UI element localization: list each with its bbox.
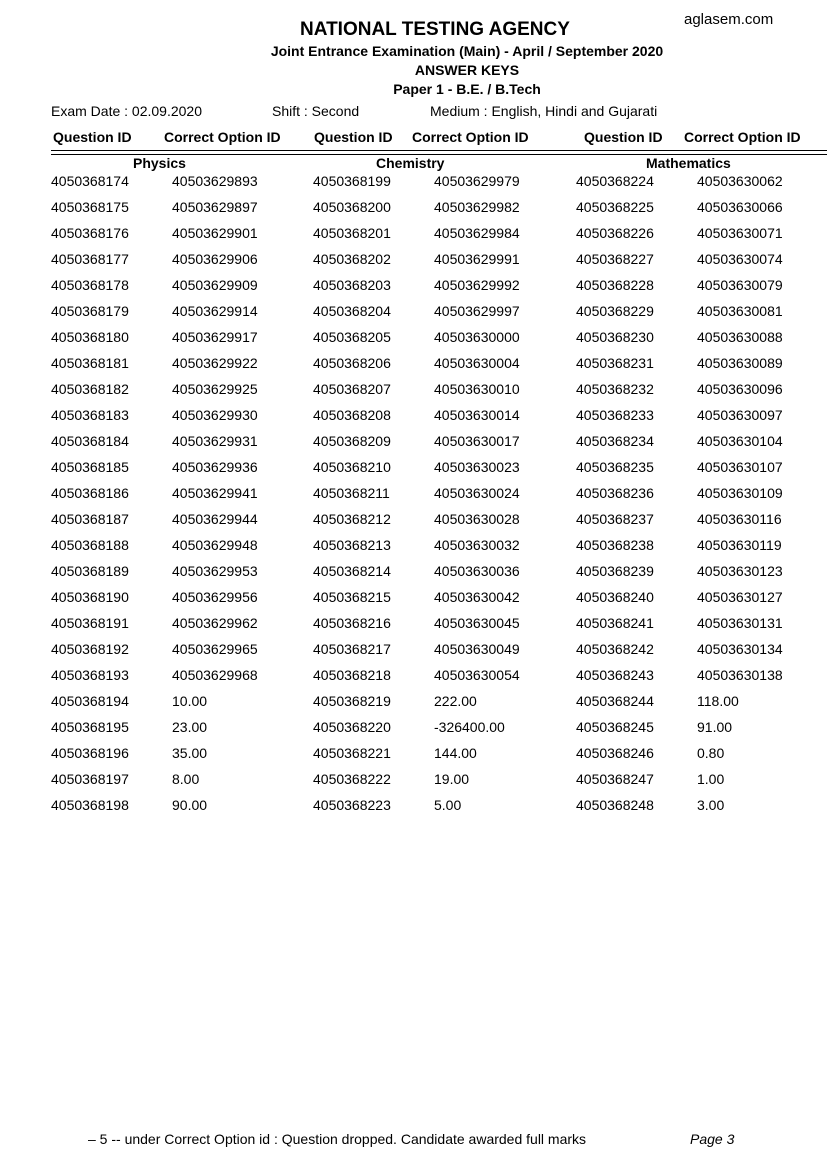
mathematics-correct-option-id: 91.00 <box>697 719 733 735</box>
mathematics-correct-option-id: 40503630088 <box>697 329 783 345</box>
page-number: Page 3 <box>690 1131 735 1147</box>
physics-correct-option-id: 40503629944 <box>172 511 258 527</box>
physics-correct-option-id: 40503629968 <box>172 667 258 683</box>
column-header-correct-option-id: Correct Option ID <box>412 129 529 145</box>
mathematics-correct-option-id: 1.00 <box>697 771 725 787</box>
mathematics-correct-option-id: 40503630071 <box>697 225 783 241</box>
chemistry-correct-option-id: 40503630032 <box>434 537 520 553</box>
chemistry-correct-option-id: 19.00 <box>434 771 470 787</box>
mathematics-correct-option-id: 40503630066 <box>697 199 783 215</box>
physics-question-id: 4050368190 <box>51 589 129 605</box>
chemistry-correct-option-id: 40503629982 <box>434 199 520 215</box>
chemistry-correct-option-id: 40503630028 <box>434 511 520 527</box>
physics-question-id: 4050368192 <box>51 641 129 657</box>
chemistry-correct-option-id: 40503630049 <box>434 641 520 657</box>
physics-question-id: 4050368181 <box>51 355 129 371</box>
physics-correct-option-id: 40503629897 <box>172 199 258 215</box>
physics-question-id: 4050368183 <box>51 407 129 423</box>
table-row <box>0 199 827 225</box>
mathematics-question-id: 4050368232 <box>576 381 654 397</box>
table-row <box>0 719 827 745</box>
mathematics-question-id: 4050368224 <box>576 173 654 189</box>
chemistry-question-id: 4050368209 <box>313 433 391 449</box>
table-row <box>0 355 827 381</box>
physics-question-id: 4050368177 <box>51 251 129 267</box>
chemistry-correct-option-id: 40503630010 <box>434 381 520 397</box>
physics-correct-option-id: 40503629936 <box>172 459 258 475</box>
mathematics-question-id: 4050368233 <box>576 407 654 423</box>
chemistry-question-id: 4050368218 <box>313 667 391 683</box>
physics-question-id: 4050368198 <box>51 797 129 813</box>
column-header-question-id: Question ID <box>314 129 393 145</box>
chemistry-question-id: 4050368200 <box>313 199 391 215</box>
mathematics-correct-option-id: 40503630097 <box>697 407 783 423</box>
mathematics-question-id: 4050368236 <box>576 485 654 501</box>
chemistry-correct-option-id: -326400.00 <box>434 719 505 735</box>
chemistry-question-id: 4050368203 <box>313 277 391 293</box>
mathematics-correct-option-id: 40503630089 <box>697 355 783 371</box>
table-row <box>0 771 827 797</box>
mathematics-question-id: 4050368226 <box>576 225 654 241</box>
physics-correct-option-id: 40503629914 <box>172 303 258 319</box>
chemistry-correct-option-id: 40503630023 <box>434 459 520 475</box>
physics-question-id: 4050368197 <box>51 771 129 787</box>
mathematics-question-id: 4050368228 <box>576 277 654 293</box>
watermark: aglasem.com <box>684 11 774 28</box>
chemistry-correct-option-id: 40503630045 <box>434 615 520 631</box>
table-row <box>0 797 827 823</box>
physics-correct-option-id: 40503629906 <box>172 251 258 267</box>
physics-correct-option-id: 40503629922 <box>172 355 258 371</box>
chemistry-question-id: 4050368205 <box>313 329 391 345</box>
table-row <box>0 173 827 199</box>
chemistry-question-id: 4050368214 <box>313 563 391 579</box>
mathematics-correct-option-id: 40503630062 <box>697 173 783 189</box>
physics-question-id: 4050368188 <box>51 537 129 553</box>
chemistry-question-id: 4050368206 <box>313 355 391 371</box>
mathematics-question-id: 4050368231 <box>576 355 654 371</box>
chemistry-question-id: 4050368221 <box>313 745 391 761</box>
mathematics-question-id: 4050368227 <box>576 251 654 267</box>
table-row <box>0 641 827 667</box>
physics-correct-option-id: 40503629930 <box>172 407 258 423</box>
table-row <box>0 381 827 407</box>
mathematics-correct-option-id: 40503630104 <box>697 433 783 449</box>
physics-question-id: 4050368175 <box>51 199 129 215</box>
mathematics-correct-option-id: 40503630107 <box>697 459 783 475</box>
mathematics-question-id: 4050368237 <box>576 511 654 527</box>
table-row <box>0 563 827 589</box>
mathematics-correct-option-id: 40503630127 <box>697 589 783 605</box>
physics-question-id: 4050368178 <box>51 277 129 293</box>
physics-correct-option-id: 23.00 <box>172 719 208 735</box>
section-mathematics: Mathematics <box>646 155 731 171</box>
table-row <box>0 225 827 251</box>
table-row <box>0 537 827 563</box>
mathematics-question-id: 4050368234 <box>576 433 654 449</box>
table-row <box>0 407 827 433</box>
chemistry-correct-option-id: 5.00 <box>434 797 462 813</box>
physics-correct-option-id: 40503629956 <box>172 589 258 605</box>
answer-key-table <box>0 173 827 823</box>
chemistry-correct-option-id: 40503630036 <box>434 563 520 579</box>
physics-correct-option-id: 40503629909 <box>172 277 258 293</box>
header-divider <box>51 150 827 151</box>
physics-question-id: 4050368187 <box>51 511 129 527</box>
physics-question-id: 4050368176 <box>51 225 129 241</box>
physics-question-id: 4050368194 <box>51 693 129 709</box>
mathematics-question-id: 4050368248 <box>576 797 654 813</box>
column-header-correct-option-id: Correct Option ID <box>684 129 801 145</box>
physics-correct-option-id: 40503629948 <box>172 537 258 553</box>
mathematics-correct-option-id: 40503630109 <box>697 485 783 501</box>
section-chemistry: Chemistry <box>376 155 445 171</box>
document-title: NATIONAL TESTING AGENCY <box>300 19 570 40</box>
table-row <box>0 277 827 303</box>
mathematics-question-id: 4050368230 <box>576 329 654 345</box>
physics-correct-option-id: 40503629965 <box>172 641 258 657</box>
mathematics-question-id: 4050368242 <box>576 641 654 657</box>
mathematics-question-id: 4050368243 <box>576 667 654 683</box>
physics-question-id: 4050368179 <box>51 303 129 319</box>
chemistry-correct-option-id: 40503630024 <box>434 485 520 501</box>
mathematics-question-id: 4050368244 <box>576 693 654 709</box>
mathematics-correct-option-id: 40503630134 <box>697 641 783 657</box>
mathematics-question-id: 4050368241 <box>576 615 654 631</box>
mathematics-question-id: 4050368245 <box>576 719 654 735</box>
physics-correct-option-id: 40503629941 <box>172 485 258 501</box>
mathematics-correct-option-id: 40503630081 <box>697 303 783 319</box>
mathematics-question-id: 4050368247 <box>576 771 654 787</box>
physics-correct-option-id: 40503629901 <box>172 225 258 241</box>
table-row <box>0 485 827 511</box>
column-header-question-id: Question ID <box>584 129 663 145</box>
chemistry-question-id: 4050368220 <box>313 719 391 735</box>
physics-correct-option-id: 40503629917 <box>172 329 258 345</box>
table-row <box>0 615 827 641</box>
table-row <box>0 589 827 615</box>
chemistry-correct-option-id: 40503630042 <box>434 589 520 605</box>
chemistry-question-id: 4050368202 <box>313 251 391 267</box>
chemistry-correct-option-id: 40503629997 <box>434 303 520 319</box>
mathematics-correct-option-id: 40503630138 <box>697 667 783 683</box>
table-row <box>0 511 827 537</box>
physics-question-id: 4050368195 <box>51 719 129 735</box>
table-row <box>0 251 827 277</box>
physics-correct-option-id: 35.00 <box>172 745 208 761</box>
physics-correct-option-id: 90.00 <box>172 797 208 813</box>
exam-name: Joint Entrance Examination (Main) - April / September 2020 <box>270 43 664 59</box>
physics-correct-option-id: 40503629893 <box>172 173 258 189</box>
mathematics-question-id: 4050368240 <box>576 589 654 605</box>
chemistry-correct-option-id: 40503630014 <box>434 407 520 423</box>
table-row <box>0 433 827 459</box>
physics-question-id: 4050368189 <box>51 563 129 579</box>
chemistry-question-id: 4050368204 <box>313 303 391 319</box>
chemistry-question-id: 4050368223 <box>313 797 391 813</box>
mathematics-question-id: 4050368235 <box>576 459 654 475</box>
chemistry-question-id: 4050368222 <box>313 771 391 787</box>
chemistry-question-id: 4050368212 <box>313 511 391 527</box>
exam-date: Exam Date : 02.09.2020 <box>51 103 202 119</box>
table-row <box>0 329 827 355</box>
table-row <box>0 693 827 719</box>
physics-question-id: 4050368184 <box>51 433 129 449</box>
chemistry-question-id: 4050368201 <box>313 225 391 241</box>
chemistry-correct-option-id: 40503630004 <box>434 355 520 371</box>
chemistry-correct-option-id: 222.00 <box>434 693 477 709</box>
chemistry-question-id: 4050368217 <box>313 641 391 657</box>
table-row <box>0 667 827 693</box>
mathematics-question-id: 4050368229 <box>576 303 654 319</box>
chemistry-question-id: 4050368219 <box>313 693 391 709</box>
physics-correct-option-id: 40503629953 <box>172 563 258 579</box>
chemistry-question-id: 4050368208 <box>313 407 391 423</box>
chemistry-correct-option-id: 40503629984 <box>434 225 520 241</box>
column-header-correct-option-id: Correct Option ID <box>164 129 281 145</box>
table-row <box>0 745 827 771</box>
chemistry-correct-option-id: 40503629992 <box>434 277 520 293</box>
table-row <box>0 459 827 485</box>
physics-question-id: 4050368196 <box>51 745 129 761</box>
mathematics-question-id: 4050368225 <box>576 199 654 215</box>
physics-correct-option-id: 40503629925 <box>172 381 258 397</box>
chemistry-correct-option-id: 40503629991 <box>434 251 520 267</box>
chemistry-correct-option-id: 40503630017 <box>434 433 520 449</box>
physics-question-id: 4050368191 <box>51 615 129 631</box>
medium: Medium : English, Hindi and Gujarati <box>430 103 658 119</box>
physics-correct-option-id: 10.00 <box>172 693 208 709</box>
physics-question-id: 4050368193 <box>51 667 129 683</box>
mathematics-correct-option-id: 0.80 <box>697 745 725 761</box>
mathematics-correct-option-id: 40503630131 <box>697 615 783 631</box>
mathematics-question-id: 4050368246 <box>576 745 654 761</box>
document-type: ANSWER KEYS <box>414 62 520 78</box>
physics-correct-option-id: 8.00 <box>172 771 200 787</box>
physics-question-id: 4050368182 <box>51 381 129 397</box>
mathematics-correct-option-id: 40503630119 <box>697 537 782 553</box>
mathematics-correct-option-id: 118.00 <box>697 693 739 709</box>
physics-correct-option-id: 40503629962 <box>172 615 258 631</box>
chemistry-correct-option-id: 40503630000 <box>434 329 520 345</box>
physics-question-id: 4050368186 <box>51 485 129 501</box>
physics-question-id: 4050368174 <box>51 173 129 189</box>
mathematics-question-id: 4050368239 <box>576 563 654 579</box>
mathematics-correct-option-id: 40503630079 <box>697 277 783 293</box>
chemistry-question-id: 4050368215 <box>313 589 391 605</box>
chemistry-question-id: 4050368211 <box>313 485 390 501</box>
chemistry-correct-option-id: 144.00 <box>434 745 477 761</box>
footnote: – 5 -- under Correct Option id : Question dropped. Candidate awarded full marks <box>88 1131 587 1147</box>
mathematics-correct-option-id: 40503630123 <box>697 563 783 579</box>
shift: Shift : Second <box>272 103 360 119</box>
mathematics-question-id: 4050368238 <box>576 537 654 553</box>
chemistry-correct-option-id: 40503630054 <box>434 667 520 683</box>
physics-question-id: 4050368180 <box>51 329 129 345</box>
chemistry-correct-option-id: 40503629979 <box>434 173 520 189</box>
physics-correct-option-id: 40503629931 <box>172 433 258 449</box>
mathematics-correct-option-id: 40503630116 <box>697 511 782 527</box>
mathematics-correct-option-id: 40503630096 <box>697 381 783 397</box>
chemistry-question-id: 4050368213 <box>313 537 391 553</box>
chemistry-question-id: 4050368210 <box>313 459 391 475</box>
table-row <box>0 303 827 329</box>
chemistry-question-id: 4050368199 <box>313 173 391 189</box>
section-physics: Physics <box>133 155 186 171</box>
physics-question-id: 4050368185 <box>51 459 129 475</box>
chemistry-question-id: 4050368207 <box>313 381 391 397</box>
column-header-question-id: Question ID <box>53 129 132 145</box>
chemistry-question-id: 4050368216 <box>313 615 391 631</box>
mathematics-correct-option-id: 40503630074 <box>697 251 783 267</box>
mathematics-correct-option-id: 3.00 <box>697 797 725 813</box>
paper-name: Paper 1 - B.E. / B.Tech <box>393 81 541 97</box>
